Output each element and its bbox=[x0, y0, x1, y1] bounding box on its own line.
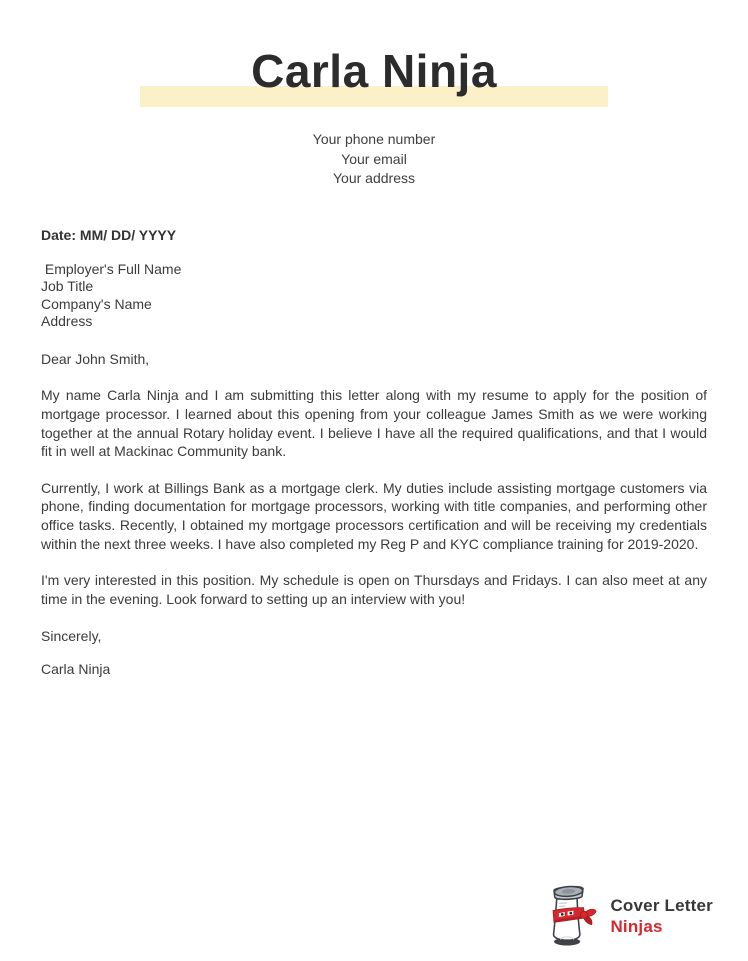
brand-name-line-2: Ninjas bbox=[610, 917, 663, 936]
brand-name bbox=[610, 895, 713, 937]
signature-name: Carla Ninja bbox=[41, 660, 111, 677]
salutation: Dear John Smith, bbox=[41, 350, 150, 367]
recipient-company-name: Company's Name bbox=[41, 295, 152, 312]
page-title: Carla Ninja bbox=[251, 45, 497, 97]
ninja-scroll-icon bbox=[541, 884, 599, 948]
body-paragraph-3: I'm very interested in this position. My schedule is open on Thursdays and Fridays. I can also meet at any time in the evening. Look forward to setting up an interview with you! bbox=[41, 572, 707, 607]
brand-logo bbox=[541, 884, 713, 948]
brand-name-line-1: Cover Letter bbox=[610, 896, 713, 915]
date-value: MM/ DD/ YYYY bbox=[79, 226, 177, 243]
closing: Sincerely, bbox=[41, 628, 102, 645]
date-line bbox=[41, 226, 707, 244]
body-paragraph-2: Currently, I work at Billings Bank as a mortgage clerk. My duties include assisting mortgage customers via phone, finding documentation for mortgage processors, working with title companies, and performing other office tasks. Recently, I obtained my mortgage processors certification and will be receiving my credentials within the next three weeks. I have also completed my Reg P and KYC compliance training for 2019-2020. bbox=[41, 479, 707, 552]
contact-email: Your email bbox=[341, 150, 407, 167]
body-paragraph-1: My name Carla Ninja and I am submitting this letter along with my resume to apply for the position of mortgage processor. I learned about this opening from your colleague James Smith as we were working together at the annual Rotary holiday event. I believe I have all the required qualifications, and that I would fit in well at Mackinac Community bank. bbox=[41, 387, 707, 460]
contact-address: Your address bbox=[333, 170, 415, 186]
letter-body bbox=[0, 226, 748, 679]
recipient-block bbox=[41, 261, 707, 331]
recipient-employer-name: Employer's Full Name bbox=[41, 260, 182, 277]
recipient-address: Address bbox=[41, 313, 93, 330]
letter-header bbox=[0, 40, 748, 106]
date-label: Date: bbox=[41, 226, 77, 243]
contact-block bbox=[0, 130, 748, 189]
recipient-job-title: Job Title bbox=[41, 278, 94, 295]
contact-phone: Your phone number bbox=[312, 131, 436, 147]
